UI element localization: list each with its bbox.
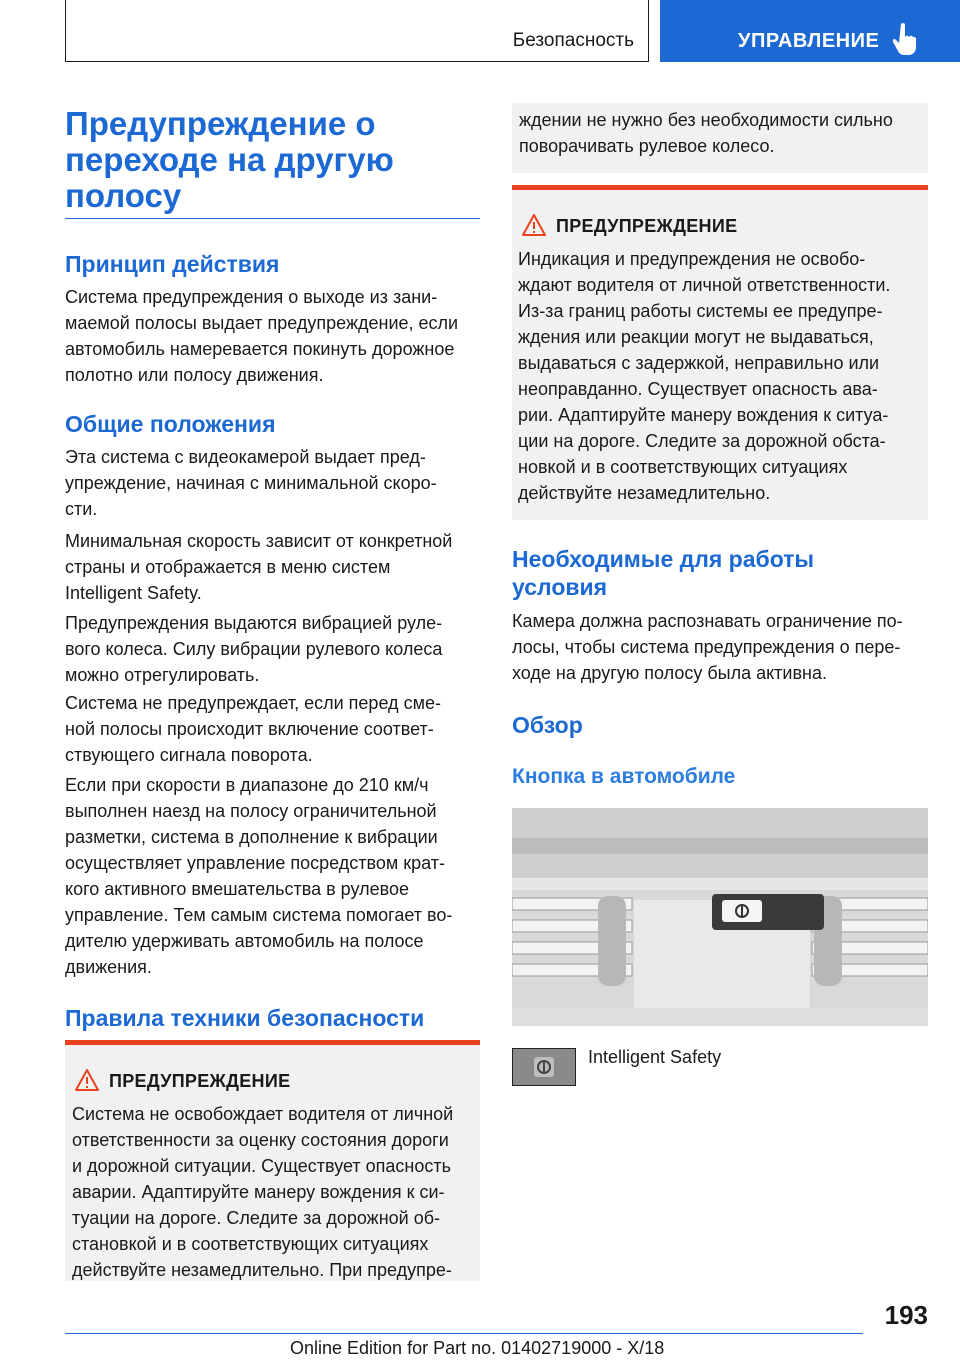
button-heading: Кнопка в автомобиле [512,765,736,788]
page-number: 193 [884,1300,928,1330]
warning-title-1: ПРЕДУПРЕЖДЕНИЕ [109,1071,291,1091]
header-chapter-label: УПРАВЛЕНИЕ [738,30,880,52]
requirements-heading: Необходимые для работы условия [512,546,815,600]
warning-text-1-continued: ждении не нужно без необходимости сильно поворачивать рулевое колесо. [519,110,893,156]
warning-text-2: Индикация и предупреждения не освобо- ждают водителя от личной ответственности. Из-за границ работы системы ее предупре- ждения или реакции могут не выдаваться, выдаваться с задержкой, неправильно или неоправданно. Существует опасность ава- рии. Адаптируйте манеру вождения к ситуа- ции на дороге. Следите за дорожной обста- новкой и в соответствующих ситуациях действуйте незамедлительно. [518,249,891,503]
principle-text: Система предупреждения о выходе из зани- маемой полосы выдает предупреждение, если автомобиль намеревается покинуть дорожное полотно или полосу движения. [65,287,459,385]
intelligent-safety-button-icon [512,1048,576,1086]
warning-triangle-icon [522,214,546,236]
page-title: Предупреждение о переходе на другую полосу [65,105,394,214]
vehicle-button-photo [512,808,928,1026]
header-chapter-tab [660,0,960,62]
header-section-tab [65,0,649,62]
warning-box-1-continued [512,103,928,173]
warning-triangle-icon [75,1069,99,1091]
button-caption: Intelligent Safety [588,1047,722,1067]
footer-edition-text: Online Edition for Part no. 01402719000 - X/18 [290,1338,665,1358]
general-paragraph-5: Если при скорости в диапазоне до 210 км/ч выполнен наезд на полосу ограничительной разметки, система в дополнение к вибрации осуществляет управление посредством крат- кого активного вмешательства в рулевое управление. Тем самым система помогает во- дителю удерживать автомобиль на полосе движения. [65,775,453,977]
safety-heading: Правила техники безопасности [65,1005,425,1031]
general-paragraph-2: Минимальная скорость зависит от конкретной страны и отображается в меню систем Intelligent Safety. [65,531,453,603]
general-paragraph-1: Эта система с видеокамерой выдает пред- упреждение, начиная с минимальной скоро- сти. [65,447,437,519]
warning-title-2: ПРЕДУПРЕЖДЕНИЕ [556,216,738,236]
general-paragraph-3: Предупреждения выдаются вибрацией руле- вого колеса. Силу вибрации рулевого колеса можно отрегулировать. [65,613,443,685]
warning-box-2 [512,185,928,520]
dashboard-vents-illustration [512,808,928,1026]
header-section-label: Безопасность [512,30,634,51]
requirements-text: Камера должна распознавать ограничение по- лосы, чтобы система предупреждения о пере- ходе на другую полосу была активна. [512,611,903,683]
principle-heading: Принцип действия [65,251,280,277]
title-rule [65,218,480,219]
general-paragraph-4: Система не предупреждает, если перед сме- ной полосы происходит включение соответ- ствующего сигнала поворота. [65,693,441,765]
general-heading: Общие положения [65,411,276,437]
footer-rule [65,1333,863,1334]
warning-text-1: Система не освобождает водителя от личной ответственности за оценку состояния дороги и дорожной ситуации. Существует опасность аварии. Адаптируйте манеру вождения к си- туации на дороге. Следите за дорожной об- становкой и в соответствующих ситуациях действуйте незамедлительно. При предупре- [72,1104,454,1280]
overview-heading: Обзор [512,712,583,738]
warning-box-1 [65,1040,480,1281]
pointing-hand-icon [892,22,922,56]
